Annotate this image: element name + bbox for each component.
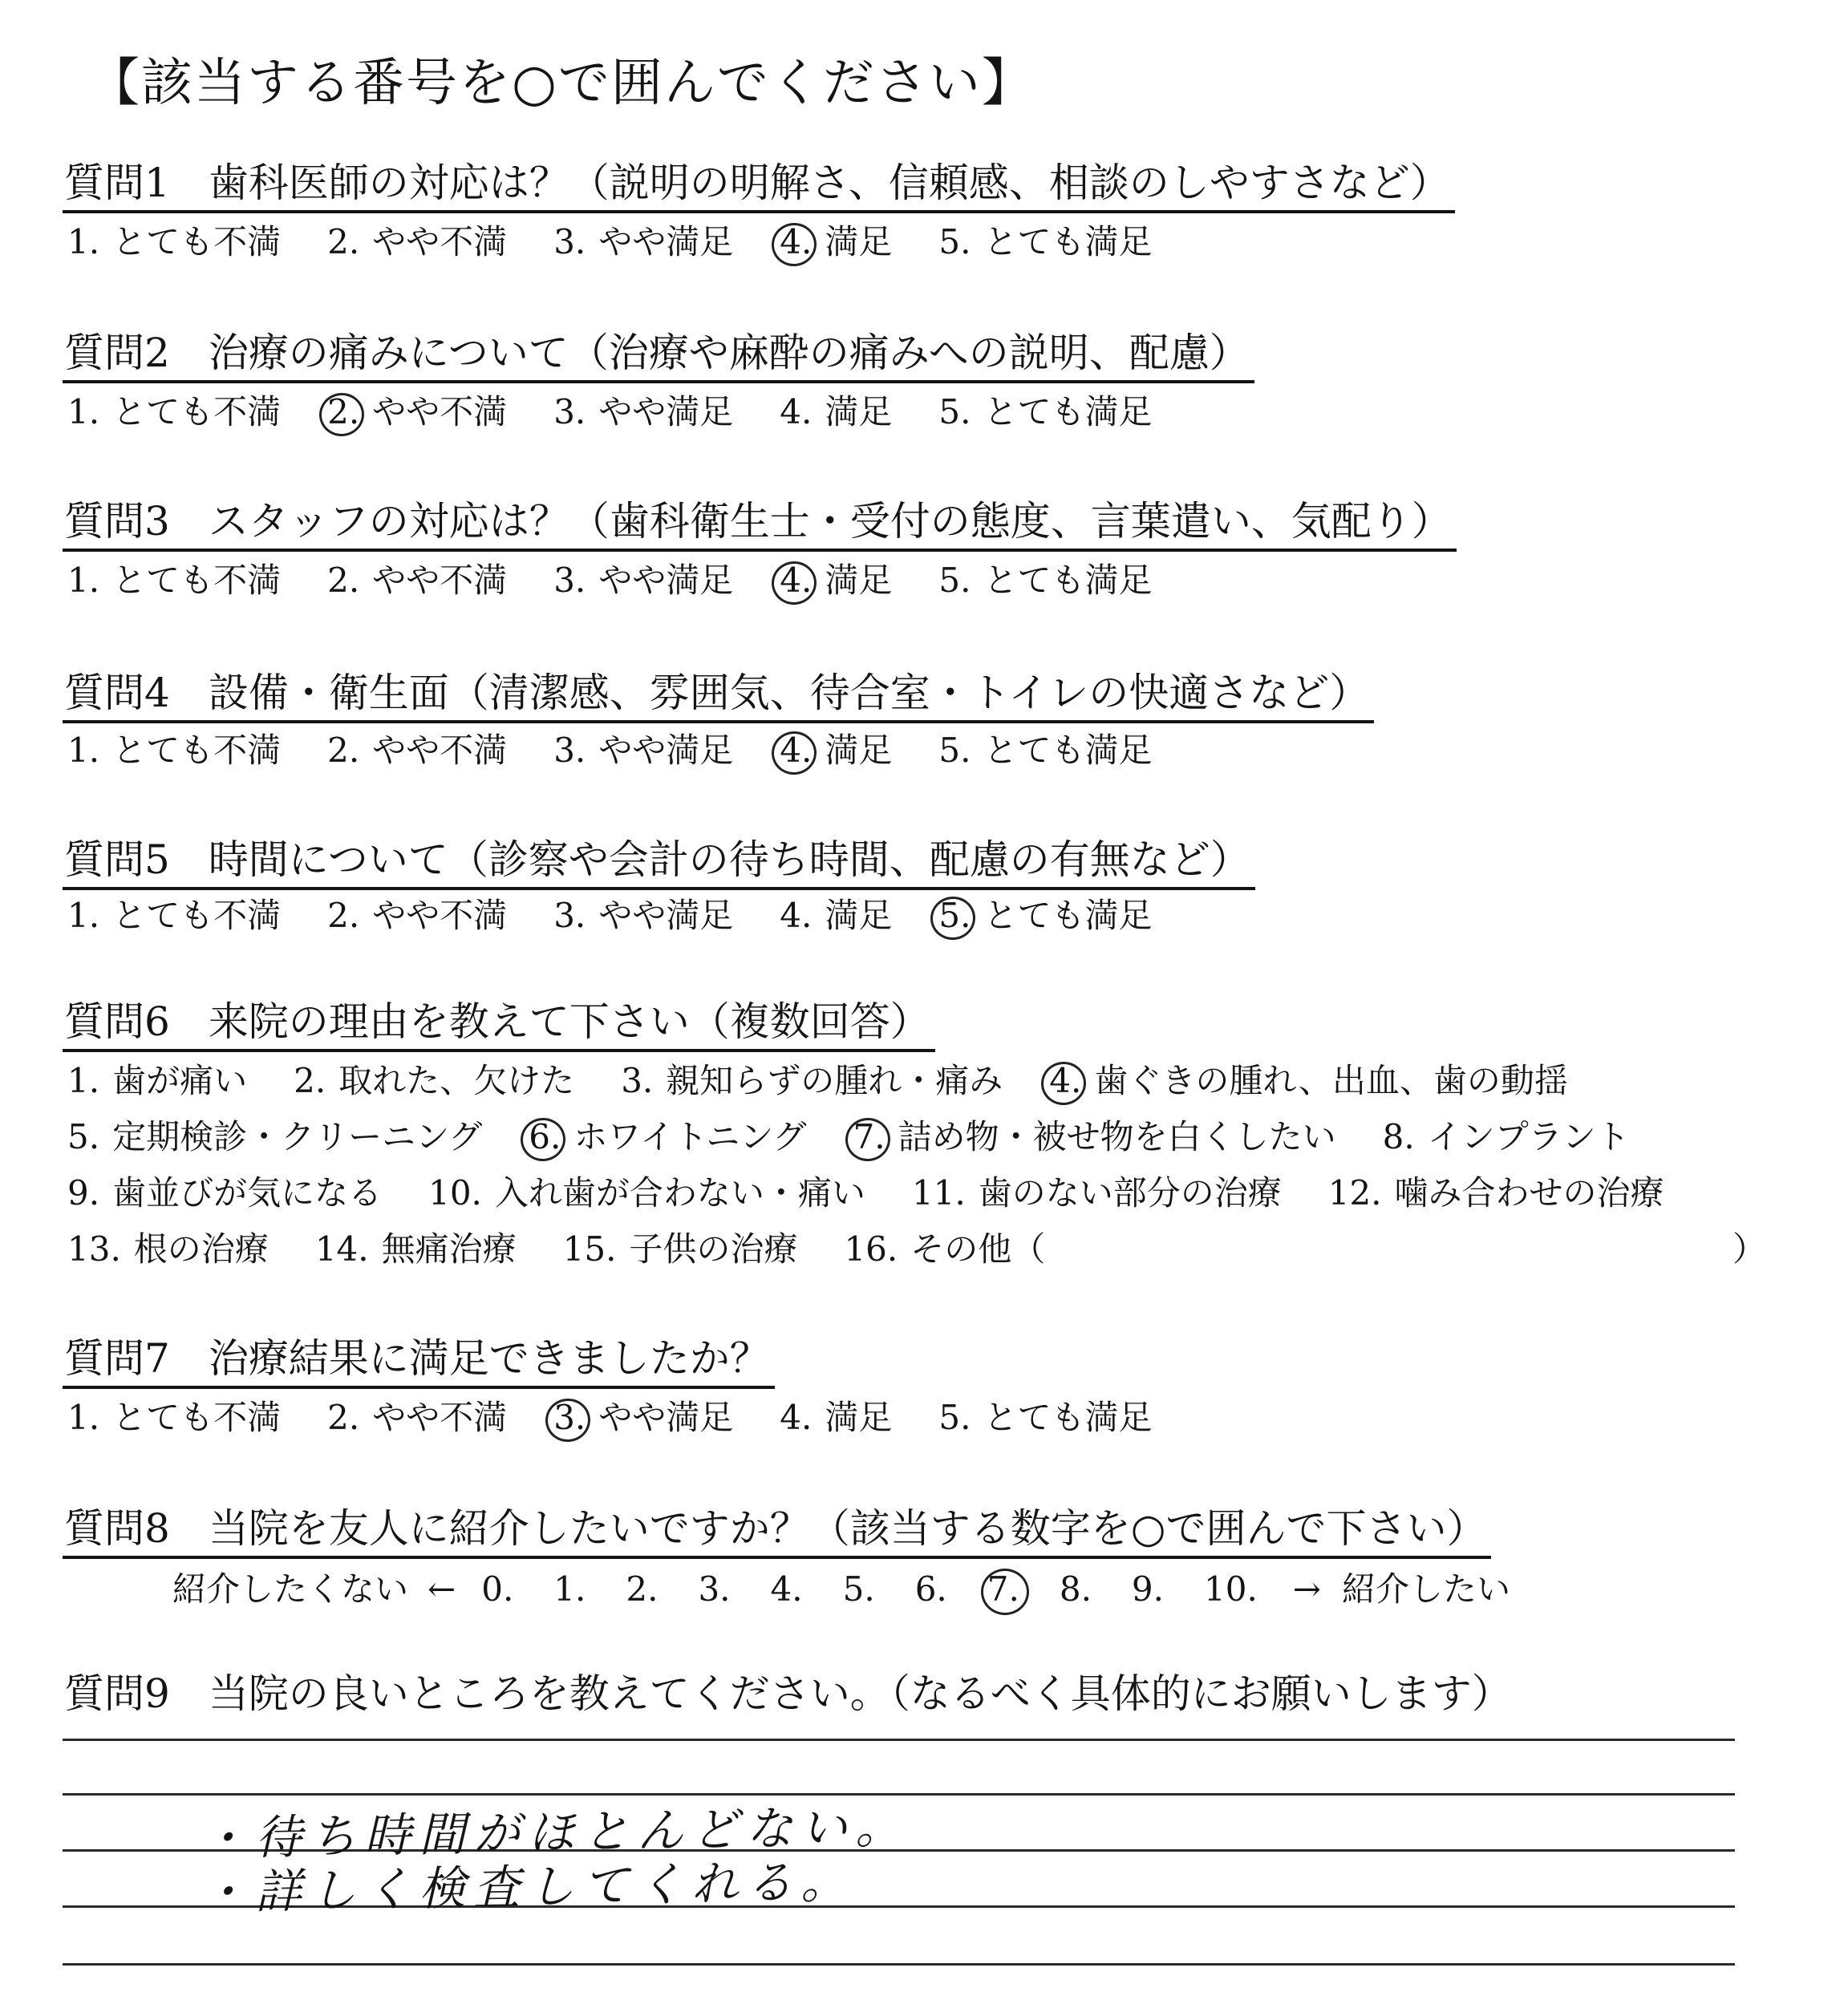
question-8-text: 当院を友人に紹介したいですか？（該当する数字を○で囲んで下さい） (208, 1505, 1487, 1552)
option-number: 3. (621, 1061, 654, 1100)
option-number: 2. (322, 388, 364, 436)
option-number: 2. (327, 731, 360, 770)
scale-number: 9. (1131, 1569, 1164, 1609)
question-6-options-row-2 (63, 1113, 1672, 1161)
option-item (322, 1394, 507, 1442)
question-1-options (63, 218, 1194, 266)
question-2-number: 質問2 (64, 330, 170, 376)
option-number: 3. (553, 222, 586, 261)
option-label: 子供の治療 (629, 1229, 798, 1269)
option-item (63, 1394, 281, 1442)
option-label: 取れた、欠けた (338, 1061, 575, 1100)
option-number: 14. (314, 1229, 369, 1269)
option-label: インプラント (1427, 1117, 1630, 1156)
option-item (934, 1394, 1152, 1442)
question-4-number: 質問4 (64, 670, 170, 716)
option-label: 噛み合わせの治療 (1394, 1173, 1664, 1213)
option-number: 4. (775, 727, 817, 775)
question-5-number: 質問5 (64, 836, 170, 883)
question-3-number: 質問3 (64, 498, 170, 545)
option-label: やや満足 (598, 392, 734, 431)
handwritten-answer-2: ・詳しく検査してくれる。 (200, 1853, 856, 1921)
option-number: 5. (67, 1117, 100, 1156)
question-5-text: 時間について（診察や会計の待ち時間、配慮の有無など） (208, 836, 1250, 883)
option-number: 2. (294, 1061, 326, 1100)
option-number: 11. (911, 1173, 966, 1213)
scale-number: 3. (698, 1569, 731, 1609)
option-number: 5. (938, 222, 971, 261)
option-item (775, 892, 892, 940)
option-label: やや満足 (598, 561, 734, 600)
option-label: 詰め物・被せ物を白くしたい (898, 1117, 1336, 1156)
option-item (310, 1225, 517, 1273)
option-label: 根の治療 (133, 1229, 269, 1269)
option-label: やや満足 (598, 731, 734, 770)
option-item (322, 218, 507, 266)
option-item (775, 388, 892, 436)
option-number: 4. (780, 1398, 813, 1437)
question-7-text: 治療結果に満足できましたか？ (208, 1335, 770, 1382)
option-label: とても満足 (983, 222, 1153, 261)
option-number: 4. (1044, 1057, 1086, 1105)
option-item (934, 892, 1152, 940)
option-number: 1. (67, 222, 100, 261)
option-number: 1. (67, 731, 100, 770)
option-number: 2. (327, 561, 360, 600)
option-item (549, 892, 733, 940)
option-number: 12. (1327, 1173, 1382, 1213)
option-item (524, 1113, 806, 1161)
option-number: 1. (67, 896, 100, 935)
question-1-heading (63, 157, 1455, 213)
option-number: 3. (549, 1394, 590, 1442)
scale-number: 0. (481, 1569, 514, 1609)
option-number: 6. (524, 1113, 565, 1161)
option-number: 5. (938, 731, 971, 770)
option-number: 4. (775, 218, 817, 266)
question-9-number: 質問9 (64, 1670, 170, 1717)
question-1 (63, 157, 1455, 213)
option-number: 3. (553, 731, 586, 770)
option-number: 1. (67, 392, 100, 431)
question-9-text: 当院の良いところを教えてください。（なるべく具体的にお願いします） (208, 1670, 1512, 1717)
option-label: とても満足 (983, 731, 1153, 770)
option-item (289, 1057, 574, 1105)
option-label: やや不満 (372, 561, 508, 600)
question-8-number: 質問8 (64, 1505, 170, 1552)
scale-number: 1. (553, 1569, 586, 1609)
question-3 (63, 496, 1457, 552)
question-6-text: 来院の理由を教えて下さい（複数回答） (208, 998, 930, 1045)
question-2-options (63, 388, 1194, 436)
option-label: やや満足 (598, 896, 734, 935)
option-number: 5. (934, 892, 975, 940)
option-label: やや満足 (598, 222, 734, 261)
option-label: とても不満 (112, 731, 282, 770)
option-item (549, 727, 733, 775)
option-label: やや不満 (372, 222, 508, 261)
option-label: とても満足 (983, 392, 1153, 431)
option-label: 満足 (825, 222, 893, 261)
option-item (63, 1113, 482, 1161)
option-label: とても満足 (983, 1398, 1153, 1437)
question-6-other-close: ） (1732, 1229, 1767, 1269)
option-label: 無痛治療 (381, 1229, 517, 1269)
option-label: 満足 (825, 731, 893, 770)
option-label: ホワイトニング (573, 1117, 807, 1156)
option-item (63, 557, 281, 605)
option-item (322, 388, 507, 436)
option-label: 歯並びが気になる (112, 1173, 383, 1213)
option-item (549, 218, 733, 266)
option-number: 4. (780, 392, 813, 431)
question-2-heading (63, 327, 1254, 383)
right-arrow-icon: → (1292, 1569, 1321, 1609)
option-item (907, 1169, 1282, 1217)
option-item (1378, 1113, 1630, 1161)
question-5-heading (63, 834, 1255, 890)
option-label: とても不満 (112, 392, 282, 431)
option-label: 満足 (825, 1398, 893, 1437)
option-item (839, 1225, 1045, 1273)
option-item (934, 388, 1152, 436)
option-item (63, 1057, 247, 1105)
option-label: 歯のない部分の治療 (978, 1173, 1282, 1213)
option-number: 7. (849, 1113, 890, 1161)
option-item (775, 1394, 892, 1442)
question-6-number: 質問6 (64, 998, 170, 1045)
question-3-text: スタッフの対応は？（歯科衛生士・受付の態度、言葉遣い、気配り） (208, 498, 1452, 545)
question-4-heading (63, 667, 1374, 723)
option-number: 8. (1382, 1117, 1415, 1156)
option-number: 2. (327, 222, 360, 261)
question-3-heading (63, 496, 1457, 552)
option-label: その他（ (910, 1229, 1046, 1269)
option-label: とても不満 (112, 222, 282, 261)
question-3-options (63, 557, 1194, 605)
option-number: 3. (553, 561, 586, 600)
answer-line (63, 1963, 1735, 1966)
question-8 (63, 1503, 1491, 1559)
option-item (849, 1113, 1336, 1161)
option-label: やや不満 (372, 1398, 508, 1437)
option-item (775, 727, 892, 775)
page-title: 【該当する番号を○で囲んでください】 (88, 54, 1035, 113)
option-item (549, 388, 733, 436)
question-9-heading (63, 1668, 1517, 1721)
option-item (934, 557, 1152, 605)
option-item (322, 557, 507, 605)
option-item (934, 218, 1152, 266)
option-number: 4. (775, 557, 817, 605)
option-label: 満足 (825, 896, 893, 935)
option-number: 15. (562, 1229, 617, 1269)
option-item (1323, 1169, 1664, 1217)
option-number: 10. (428, 1173, 482, 1213)
scale-left-label: 紹介したくない (172, 1569, 409, 1609)
question-2-text: 治療の痛みについて（治療や麻酔の痛みへの説明、配慮） (208, 330, 1250, 376)
option-item (934, 727, 1152, 775)
option-item (63, 1225, 269, 1273)
question-6-options-row-3 (63, 1169, 1706, 1217)
scale-numbers (476, 1565, 1293, 1613)
question-7-heading (63, 1333, 775, 1389)
option-number: 1. (67, 1061, 100, 1100)
option-label: 歯が痛い (112, 1061, 248, 1100)
question-1-number: 質問1 (64, 160, 170, 206)
question-9 (63, 1668, 1517, 1721)
option-item (558, 1225, 798, 1273)
option-label: とても満足 (983, 896, 1153, 935)
option-number: 2. (327, 896, 360, 935)
option-label: 親知らずの腫れ・痛み (666, 1061, 1003, 1100)
option-label: やや満足 (598, 1398, 734, 1437)
question-4-options (63, 727, 1194, 775)
option-item (549, 1394, 733, 1442)
option-number: 13. (67, 1229, 121, 1269)
option-item (63, 1169, 382, 1217)
scale-right-label: 紹介したい (1342, 1569, 1511, 1609)
option-label: とても不満 (112, 896, 282, 935)
question-7 (63, 1333, 775, 1389)
option-number: 5. (938, 561, 971, 600)
option-number: 4. (780, 896, 813, 935)
option-number: 3. (553, 896, 586, 935)
question-6-options-row-1 (63, 1057, 1610, 1105)
option-label: とても満足 (983, 561, 1153, 600)
option-label: 満足 (825, 561, 893, 600)
option-number: 1. (67, 1398, 100, 1437)
option-number: 5. (938, 1398, 971, 1437)
answer-line (63, 1739, 1735, 1741)
option-item (1044, 1057, 1568, 1105)
scale-number: 8. (1059, 1569, 1092, 1609)
scale-number: 5. (842, 1569, 875, 1609)
option-item (616, 1057, 1003, 1105)
option-item (322, 892, 507, 940)
option-item (775, 218, 892, 266)
option-number: 2. (327, 1398, 360, 1437)
left-arrow-icon: ← (428, 1569, 456, 1609)
option-label: やや不満 (372, 896, 508, 935)
question-5 (63, 834, 1255, 890)
question-4 (63, 667, 1374, 723)
scale-number: 2. (626, 1569, 659, 1609)
question-8-heading (63, 1503, 1491, 1559)
option-number: 5. (938, 392, 971, 431)
option-label: 入れ歯が合わない・痛い (494, 1173, 865, 1213)
option-item (549, 557, 733, 605)
option-item (63, 388, 281, 436)
option-item (424, 1169, 865, 1217)
question-6 (63, 996, 935, 1052)
scale-number: 7. (983, 1565, 1024, 1613)
option-label: とても不満 (112, 561, 282, 600)
question-4-text: 設備・衛生面（清潔感、雰囲気、待合室・トイレの快適さなど） (208, 670, 1370, 716)
question-6-heading (63, 996, 935, 1052)
question-5-options (63, 892, 1194, 940)
option-label: 満足 (825, 392, 893, 431)
scale-number: 4. (770, 1569, 803, 1609)
question-6-options-row-4 (63, 1225, 1087, 1273)
option-item (63, 727, 281, 775)
option-number: 1. (67, 561, 100, 600)
question-8-scale (172, 1565, 1510, 1613)
option-number: 16. (844, 1229, 898, 1269)
question-1-text: 歯科医師の対応は？（説明の明解さ、信頼感、相談のしやすさなど） (208, 160, 1450, 206)
question-2 (63, 327, 1254, 383)
scale-number: 10. (1204, 1569, 1258, 1609)
option-item (322, 727, 507, 775)
option-label: 歯ぐきの腫れ、出血、歯の動揺 (1094, 1061, 1568, 1100)
option-label: やや不満 (372, 392, 508, 431)
option-label: やや不満 (372, 731, 508, 770)
option-label: とても不満 (112, 1398, 282, 1437)
handwritten-answer-1: ・待ち時間がほとんどない。 (200, 1799, 910, 1866)
option-number: 3. (553, 392, 586, 431)
question-7-number: 質問7 (64, 1335, 170, 1382)
option-item (775, 557, 892, 605)
option-item (63, 218, 281, 266)
option-item (63, 892, 281, 940)
option-number: 9. (67, 1173, 100, 1213)
question-7-options (63, 1394, 1194, 1442)
scale-number: 6. (914, 1569, 947, 1609)
option-label: 定期検診・クリーニング (112, 1117, 483, 1156)
